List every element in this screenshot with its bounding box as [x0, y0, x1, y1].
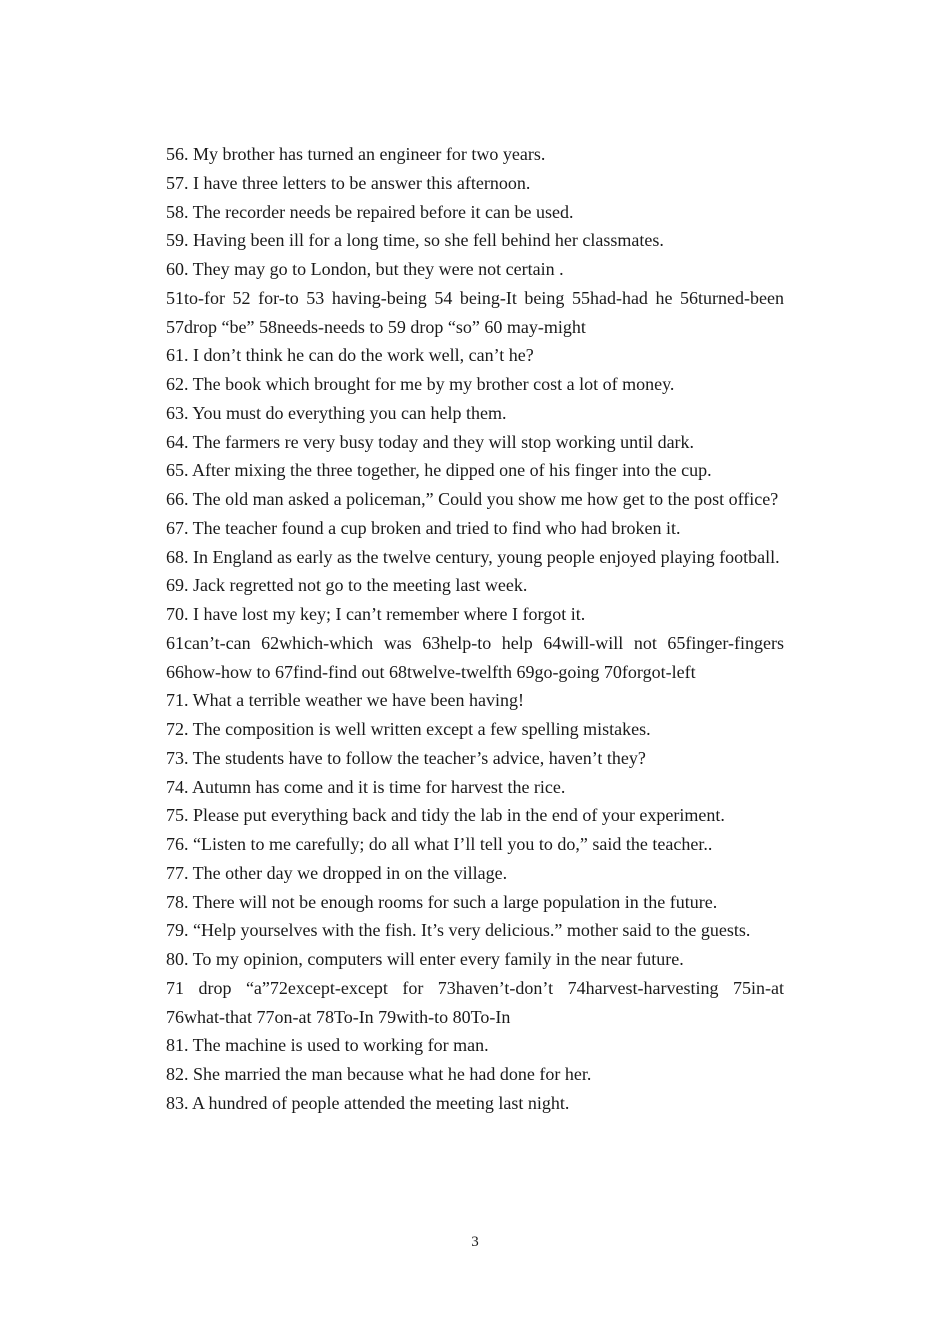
exercise-line: 65. After mixing the three together, he dipped one of his finger into the cup. [166, 460, 712, 481]
answer-key-paragraph: 51to-for 52 for-to 53 having-being 54 being-It being 55had-had he 56turned-been 57drop “be” 58needs-needs to 59 drop “so” 60 may-might [166, 287, 784, 337]
exercise-line: 71. What a terrible weather we have been having! [166, 690, 525, 711]
exercise-line: 58. The recorder needs be repaired before it can be used. [166, 201, 574, 222]
exercise-line: 64. The farmers re very busy today and they will stop working until dark. [166, 431, 695, 452]
exercise-line: 81. The machine is used to working for man. [166, 1035, 489, 1056]
exercise-line: 62. The book which brought for me by my brother cost a lot of money. [166, 374, 675, 394]
exercise-line: 57. I have three letters to be answer this afternoon. [166, 172, 531, 193]
exercise-line: 80. To my opinion, computers will enter every family in the near future. [166, 949, 684, 969]
exercise-line: 73. The students have to follow the teacher’s advice, haven’t they? [166, 747, 646, 768]
exercise-line: 83. A hundred of people attended the meeting last night. [166, 1092, 570, 1113]
exercise-line: 76. “Listen to me carefully; do all what I’ll tell you to do,” said the teacher.. [166, 834, 713, 854]
exercise-line: 61. I don’t think he can do the work well, can’t he? [166, 345, 534, 366]
exercise-line: 70. I have lost my key; I can’t remember where I forgot it. [166, 604, 586, 624]
exercise-line: 59. Having been ill for a long time, so she fell behind her classmates. [166, 230, 664, 251]
exercise-line: 56. My brother has turned an engineer for two years. [166, 144, 546, 164]
exercise-line: 63. You must do everything you can help them. [166, 402, 507, 423]
exercise-paragraph: 68. In England as early as the twelve century, young people enjoyed playing football. [166, 546, 780, 567]
exercise-line: 82. She married the man because what he had done for her. [166, 1064, 592, 1084]
exercise-paragraph: 79. “Help yourselves with the fish. It’s very delicious.” mother said to the guests. [166, 920, 751, 941]
exercise-line: 69. Jack regretted not go to the meeting last week. [166, 575, 528, 596]
answer-key-paragraph: 61can’t-can 62which-which was 63help-to help 64will-will not 65finger-fingers 66how-how to 67find-find out 68twelve-twelfth 69go-going 70forgot-left [166, 632, 784, 682]
exercise-line: 67. The teacher found a cup broken and tried to find who had broken it. [166, 517, 681, 538]
page-number: 3 [471, 1234, 479, 1250]
exercise-paragraph: 66. The old man asked a policeman,” Could you show me how get to the post office? [166, 489, 779, 509]
exercise-line: 72. The composition is well written except a few spelling mistakes. [166, 719, 651, 739]
exercise-line: 75. Please put everything back and tidy the lab in the end of your experiment. [166, 805, 725, 826]
exercise-line: 74. Autumn has come and it is time for harvest the rice. [166, 776, 566, 797]
answer-key-paragraph: 71 drop “a”72except-except for 73haven’t-don’t 74harvest-harvesting 75in-at 76what-that 77on-at 78To-In 79with-to 80To-In [166, 977, 784, 1027]
page-content [166, 140, 784, 1118]
exercise-line: 78. There will not be enough rooms for such a large population in the future. [166, 891, 718, 912]
exercise-line: 77. The other day we dropped in on the village. [166, 862, 508, 883]
exercise-line: 60. They may go to London, but they were not certain . [166, 259, 564, 279]
